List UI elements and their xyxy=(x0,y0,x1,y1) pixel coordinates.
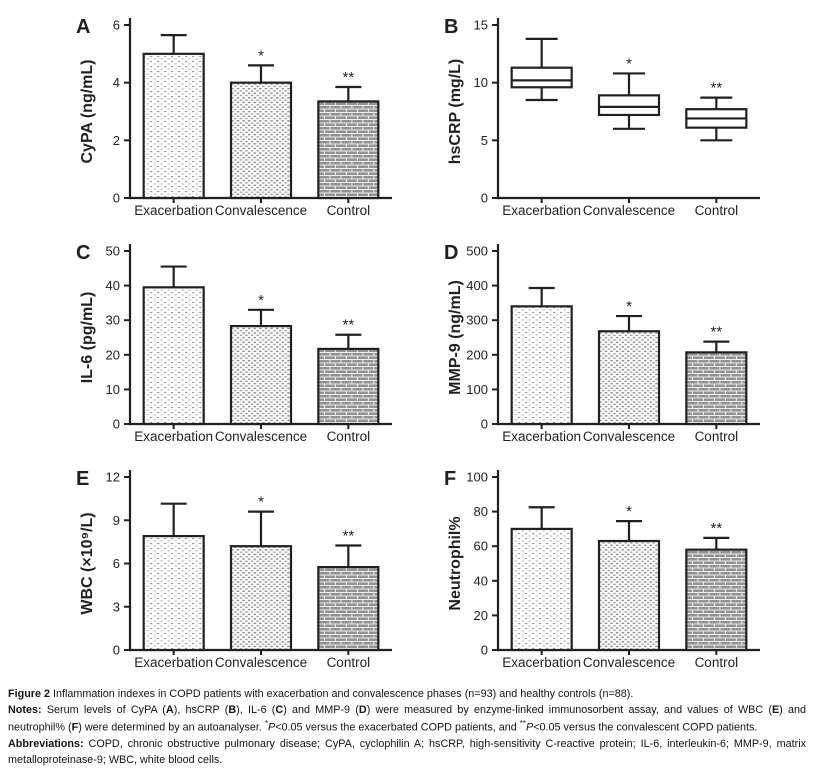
y-tick-label: 3 xyxy=(112,599,120,615)
y-tick-label: 9 xyxy=(112,512,120,528)
x-category-label: Exacerbation xyxy=(134,655,214,670)
caption-text-run: ) and neutrophil% ( xyxy=(8,704,806,734)
y-tick-label: 0 xyxy=(480,642,488,658)
caption-text-run: ), IL-6 ( xyxy=(236,704,276,717)
significance-marker: * xyxy=(258,493,264,511)
y-tick-label: 10 xyxy=(105,381,120,397)
x-category-label: Control xyxy=(326,203,371,218)
box-convalescence xyxy=(599,95,659,115)
x-category-label: Exacerbation xyxy=(502,655,582,670)
significance-marker: * xyxy=(258,47,264,65)
panel-letter: E xyxy=(76,468,90,490)
y-tick-label: 4 xyxy=(112,75,120,91)
bar-convalescence xyxy=(231,546,291,650)
panel-f-chart xyxy=(420,452,788,678)
caption-text-run: ) and MMP-9 ( xyxy=(283,704,359,717)
caption-text-run: <0.05 versus the convalescent COPD patients. xyxy=(533,721,758,734)
caption-text-run: B xyxy=(228,704,237,717)
bar-control xyxy=(318,101,378,198)
y-axis-label: MMP-9 (ng/mL) xyxy=(447,280,464,395)
bar-exacerbation xyxy=(144,54,204,198)
bar-exacerbation xyxy=(144,536,204,650)
y-tick-label: 15 xyxy=(473,17,488,33)
y-tick-label: 40 xyxy=(105,278,120,294)
significance-marker: ** xyxy=(342,527,355,545)
panel-letter: B xyxy=(444,16,459,38)
significance-marker: ** xyxy=(710,323,723,341)
caption-text-run: A xyxy=(165,704,174,717)
panel-d-mmp9 xyxy=(420,226,788,452)
caption-text-run: P xyxy=(526,721,534,734)
y-tick-label: 200 xyxy=(466,347,488,363)
y-tick-label: 0 xyxy=(480,416,488,432)
panel-c-il6 xyxy=(52,226,420,452)
y-tick-label: 20 xyxy=(105,347,120,363)
panel-f-neutrophil xyxy=(420,452,788,678)
caption-text-run: Notes: xyxy=(8,704,47,717)
box-exacerbation xyxy=(512,68,572,88)
caption-text-run: Figure 2 xyxy=(8,688,53,700)
y-tick-label: 20 xyxy=(473,607,488,623)
caption-notes xyxy=(8,702,806,736)
x-category-label: Convalescence xyxy=(214,203,308,218)
figure-caption xyxy=(0,678,820,769)
caption-text-run: ), hsCRP ( xyxy=(173,704,229,717)
bar-convalescence xyxy=(231,326,291,424)
x-category-label: Convalescence xyxy=(214,655,308,670)
significance-marker: ** xyxy=(342,316,355,334)
y-axis-label: WBC (×10⁹/L) xyxy=(79,512,96,615)
y-axis-label: hsCRP (mg/L) xyxy=(447,58,464,165)
caption-title xyxy=(8,686,806,702)
panel-c-chart xyxy=(52,226,420,452)
caption-text-run: D xyxy=(358,704,367,717)
panel-letter: F xyxy=(444,468,457,490)
y-tick-label: 60 xyxy=(473,538,488,554)
y-tick-label: 6 xyxy=(112,556,120,571)
bar-exacerbation xyxy=(144,287,204,424)
x-category-label: Control xyxy=(694,655,739,670)
panel-letter: C xyxy=(76,242,91,264)
y-tick-label: 400 xyxy=(466,278,488,294)
significance-marker: ** xyxy=(710,79,723,97)
x-category-label: Convalescence xyxy=(582,203,676,218)
panel-e-chart xyxy=(52,452,420,678)
y-axis-label: CyPA (ng/mL) xyxy=(79,59,96,164)
y-axis-label: Neutrophil% xyxy=(447,516,464,611)
y-tick-label: 500 xyxy=(466,243,488,259)
bar-exacerbation xyxy=(512,306,572,424)
x-category-label: Convalescence xyxy=(214,429,308,444)
x-category-label: Exacerbation xyxy=(134,203,214,218)
panel-d-chart xyxy=(420,226,788,452)
caption-text-run: E xyxy=(771,704,780,717)
y-tick-label: 50 xyxy=(105,243,120,259)
caption-text-run: COPD, chronic obstructive pulmonary disease; CyPA, cyclophilin A; hsCRP, high-sensitivity C-reactive protein; IL-6, interleukin-6; MMP-9, matrix metalloproteinase-9; WBC, white blood cells. xyxy=(8,738,806,767)
caption-text-run: ) were measured by enzyme-linked immunosorbent assay, and values of WBC ( xyxy=(366,704,772,717)
bar-convalescence xyxy=(231,83,291,198)
significance-marker: * xyxy=(258,291,264,309)
x-category-label: Convalescence xyxy=(582,655,676,670)
caption-text-run: ) were determined by an autoanalyser. xyxy=(78,721,265,734)
caption-text-run: Inflammation indexes in COPD patients with exacerbation and convalescence phases (n=93) and healthy controls (n=88). xyxy=(53,688,634,700)
x-category-label: Control xyxy=(326,655,371,670)
significance-marker: ** xyxy=(342,68,355,86)
x-category-label: Exacerbation xyxy=(134,429,214,444)
y-tick-label: 40 xyxy=(473,573,488,589)
bar-control xyxy=(318,349,378,424)
bar-control xyxy=(686,352,746,424)
panel-letter: D xyxy=(444,242,459,264)
x-category-label: Exacerbation xyxy=(502,203,582,218)
y-tick-label: 5 xyxy=(480,132,488,148)
significance-marker: ** xyxy=(710,519,723,537)
significance-marker: * xyxy=(626,298,632,316)
caption-abbreviations xyxy=(8,736,806,768)
caption-text-run: ** xyxy=(519,719,527,729)
y-tick-label: 300 xyxy=(466,312,488,328)
caption-text-run: P xyxy=(268,721,276,734)
y-tick-label: 0 xyxy=(112,416,120,432)
bar-convalescence xyxy=(599,541,659,650)
caption-text-run: <0.05 versus the exacerbated COPD patients, and xyxy=(275,721,520,734)
y-tick-label: 6 xyxy=(112,17,120,33)
x-category-label: Convalescence xyxy=(582,429,676,444)
x-category-label: Control xyxy=(326,429,371,444)
caption-text-run: F xyxy=(71,721,79,734)
bar-exacerbation xyxy=(512,529,572,650)
y-tick-label: 80 xyxy=(473,504,488,520)
significance-marker: * xyxy=(626,503,632,521)
panel-b-chart xyxy=(420,0,788,226)
x-category-label: Exacerbation xyxy=(502,429,582,444)
panel-letter: A xyxy=(76,16,91,38)
panel-a-cypa xyxy=(52,0,420,226)
y-tick-label: 100 xyxy=(466,381,488,397)
panel-e-wbc xyxy=(52,452,420,678)
panel-b-hscrp xyxy=(420,0,788,226)
caption-text-run: C xyxy=(275,704,284,717)
caption-text-run: * xyxy=(264,719,269,729)
y-tick-label: 12 xyxy=(105,469,120,485)
y-tick-label: 0 xyxy=(112,642,120,658)
y-tick-label: 100 xyxy=(466,469,488,485)
bar-control xyxy=(318,567,378,650)
caption-text-run: Abbreviations: xyxy=(8,738,89,751)
caption-text-run: Serum levels of CyPA ( xyxy=(46,704,166,717)
y-tick-label: 0 xyxy=(480,190,488,206)
significance-marker: * xyxy=(626,55,632,73)
y-tick-label: 2 xyxy=(112,132,120,148)
bar-control xyxy=(686,550,746,650)
bar-convalescence xyxy=(599,331,659,424)
panel-a-chart xyxy=(52,0,420,226)
x-category-label: Control xyxy=(694,203,739,218)
x-category-label: Control xyxy=(694,429,739,444)
y-tick-label: 10 xyxy=(473,75,488,91)
y-tick-label: 0 xyxy=(112,190,120,206)
y-axis-label: IL-6 (pg/mL) xyxy=(79,291,96,384)
y-tick-label: 30 xyxy=(105,312,120,328)
